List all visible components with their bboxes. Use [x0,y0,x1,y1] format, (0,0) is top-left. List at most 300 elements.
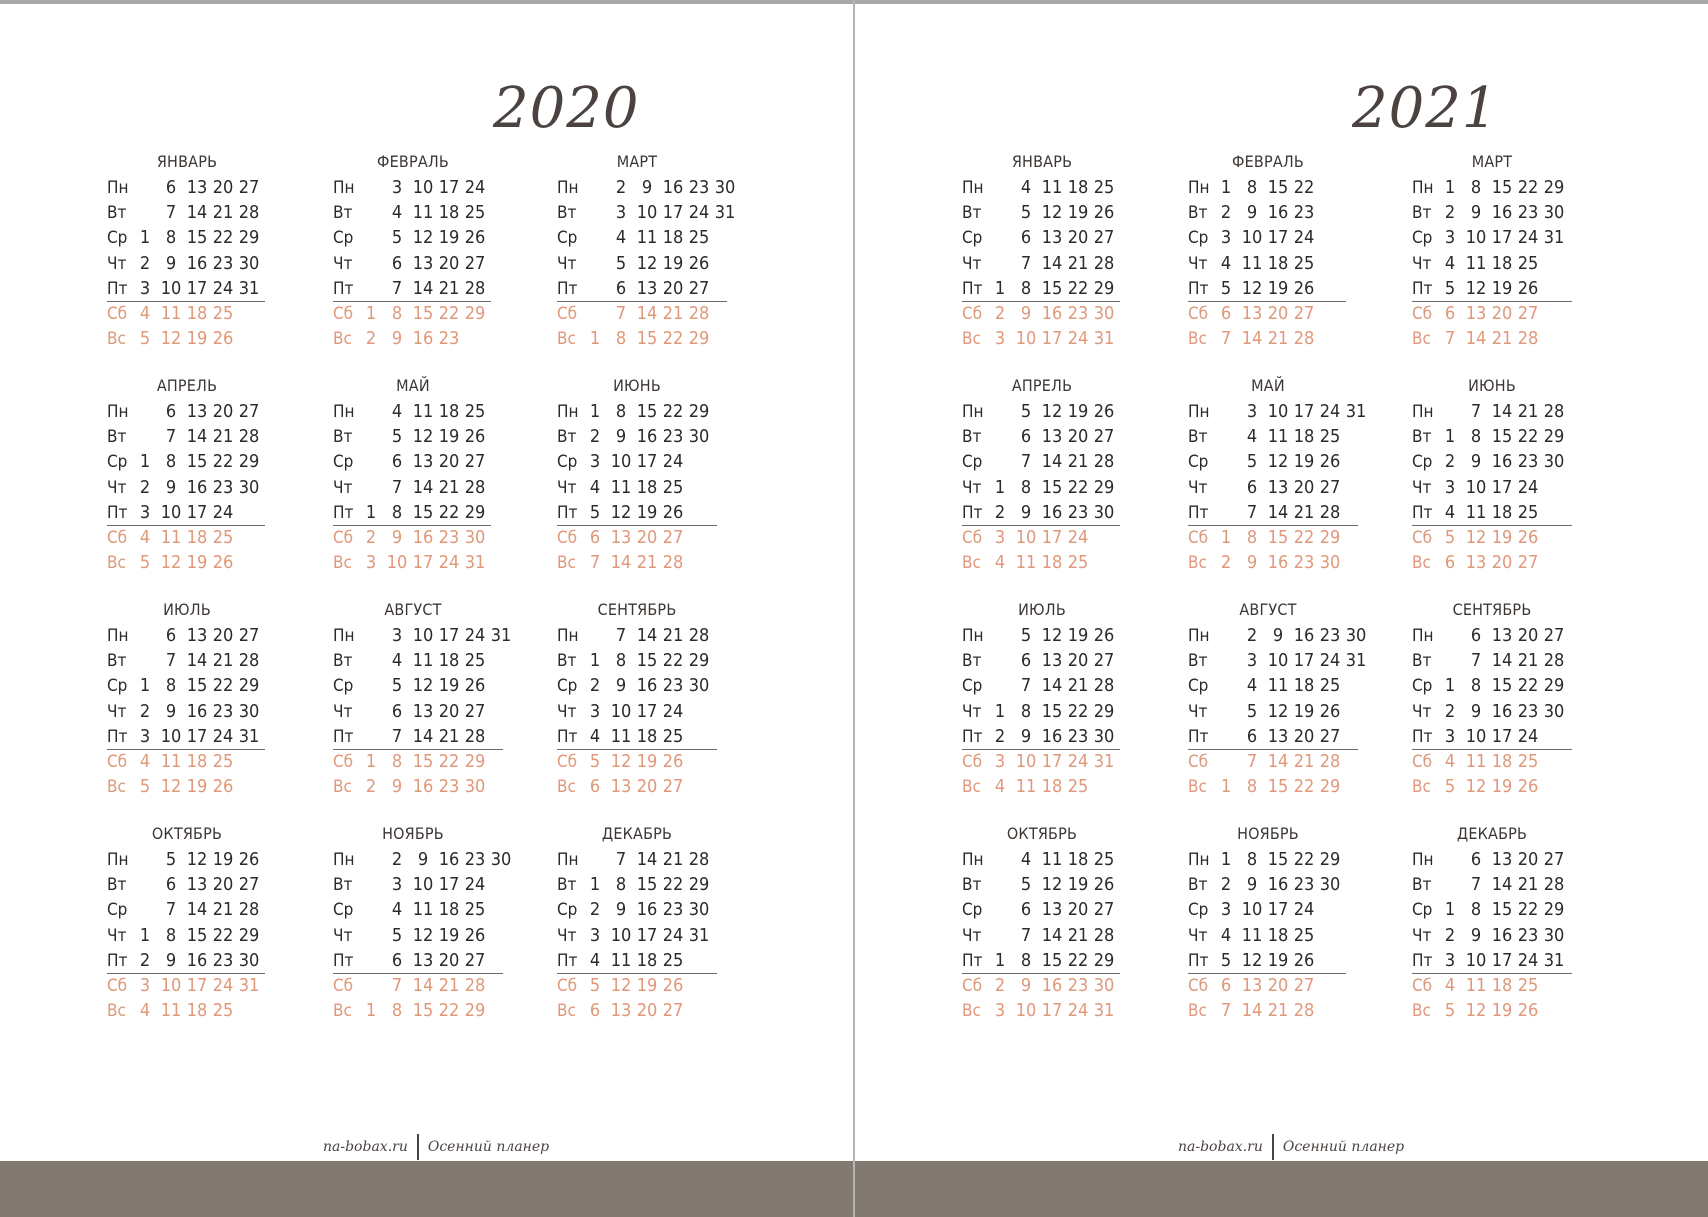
day-cell: 16 [412,776,434,798]
day-cell: 12 [160,776,182,798]
day-cell: 6 [1020,650,1032,672]
day-cell: 22 [662,401,684,422]
day-cell: 31 [1345,650,1367,672]
day-cell: 7 [165,650,177,672]
day-cell: 5 [589,501,601,523]
week-row [1188,301,1378,327]
month-name: ФЕВРАЛЬ [1232,152,1304,171]
day-cell: 30 [1543,202,1565,224]
day-cell: 31 [464,552,486,574]
week-row [107,847,297,873]
weekday-label: Пт [107,950,128,971]
day-cell: 18 [1491,751,1513,772]
week-row [557,923,747,949]
day-cell: 3 [1444,949,1456,971]
day-cell: 14 [1241,1000,1263,1022]
weekday-label: Пт [333,726,354,747]
day-cell: 30 [1093,975,1115,996]
week-row [962,449,1152,475]
day-cell: 23 [1293,202,1315,224]
day-cell: 17 [1041,1000,1063,1022]
day-cell: 14 [412,975,434,996]
day-cell: 22 [212,227,234,249]
day-cell: 23 [1517,451,1539,473]
week-row [1412,648,1602,674]
weekday-label: Сб [333,752,354,772]
day-cell: 31 [1543,949,1565,971]
day-cell: 12 [1267,700,1289,722]
weekday-label: Ср [333,900,354,921]
day-cell: 12 [412,227,434,249]
week-row [333,673,523,699]
day-cell: 25 [212,303,234,324]
day-cell: 10 [1241,227,1263,249]
weekday-label: Чт [333,701,353,722]
weekday-label: Пт [107,278,128,299]
day-cell: 24 [1293,899,1315,921]
week-row [1412,948,1602,974]
day-cell: 6 [589,527,601,548]
weekday-label: Вс [333,553,352,574]
day-cell: 15 [636,401,658,422]
week-row [107,673,297,699]
day-cell: 11 [610,725,632,747]
weekend-separator [333,301,491,302]
day-cell: 10 [1465,949,1487,971]
day-cell: 6 [165,401,177,422]
day-cell: 31 [1345,401,1367,422]
day-cell: 22 [438,751,460,772]
day-cell: 24 [662,924,684,946]
weekday-label: Вт [557,203,577,224]
day-cell: 21 [212,426,234,448]
day-cell: 11 [1465,252,1487,274]
day-cell: 26 [464,924,486,946]
week-row [557,424,747,450]
day-cell: 25 [464,401,486,422]
day-cell: 23 [1293,874,1315,896]
weekend-separator [557,749,717,750]
day-cell: 17 [1041,751,1063,772]
day-cell: 4 [1020,849,1032,870]
day-cell: 22 [1517,899,1539,921]
week-row [1412,500,1602,526]
week-row [1412,724,1602,750]
day-cell: 16 [1267,552,1289,574]
day-cell: 26 [1319,451,1341,473]
day-cell: 10 [160,501,182,523]
day-cell: 28 [238,650,260,672]
day-cell: 9 [615,426,627,448]
day-cell: 28 [688,625,710,646]
day-cell: 2 [391,849,403,870]
week-row [107,749,297,775]
weekday-label: Пт [333,950,354,971]
day-cell: 31 [1543,227,1565,249]
week-row [333,424,523,450]
day-cell: 14 [1267,751,1289,772]
day-cell: 20 [636,776,658,798]
day-cell: 11 [1041,177,1063,198]
week-row [1412,749,1602,775]
day-cell: 13 [610,776,632,798]
weekday-label: Вс [1188,777,1207,798]
day-cell: 20 [1491,552,1513,574]
day-cell: 3 [139,501,151,523]
weekday-label: Чт [107,925,127,946]
weekday-label: Ср [557,900,578,921]
day-cell: 9 [391,328,403,350]
week-row [1412,998,1602,1024]
day-cell: 7 [391,277,403,299]
day-cell: 19 [636,751,658,772]
week-row [1188,276,1378,302]
day-cell: 8 [1470,675,1482,697]
day-cell: 21 [212,650,234,672]
day-cell: 9 [1246,874,1258,896]
weekday-label: Чт [333,253,353,274]
day-cell: 15 [412,501,434,523]
day-cell: 13 [1267,476,1289,498]
day-cell: 14 [186,202,208,224]
day-cell: 3 [994,527,1006,548]
day-cell: 9 [1470,924,1482,946]
day-cell: 3 [994,1000,1006,1022]
weekday-label: Пн [107,626,129,646]
day-cell: 17 [438,177,460,198]
week-row [962,973,1152,999]
day-cell: 4 [589,476,601,498]
day-cell: 5 [1444,527,1456,548]
day-cell: 11 [610,949,632,971]
week-row [1412,897,1602,923]
day-cell: 16 [1041,975,1063,996]
day-cell: 10 [1465,227,1487,249]
week-row [1188,525,1378,551]
week-row [333,225,523,251]
day-cell: 21 [1517,874,1539,896]
weekday-label: Вт [333,427,353,448]
day-cell: 17 [636,700,658,722]
weekday-label: Пт [1188,726,1209,747]
day-cell: 24 [662,451,684,473]
day-cell: 2 [365,776,377,798]
day-cell: 30 [688,899,710,921]
day-cell: 25 [1517,252,1539,274]
week-row [107,973,297,999]
day-cell: 19 [438,227,460,249]
weekday-label: Вс [962,777,981,798]
weekday-label: Вт [1412,203,1432,224]
day-cell: 12 [412,675,434,697]
day-cell: 2 [1246,625,1258,646]
day-cell: 21 [1491,328,1513,350]
day-cell: 20 [636,527,658,548]
weekday-label: Вт [107,651,127,672]
day-cell: 20 [1067,227,1089,249]
week-row [1412,774,1602,800]
day-cell: 24 [212,277,234,299]
week-row [557,225,747,251]
day-cell: 18 [1267,252,1289,274]
day-cell: 4 [139,303,151,324]
day-cell: 19 [186,776,208,798]
day-cell: 14 [1491,650,1513,672]
day-cell: 26 [464,426,486,448]
weekday-label: Вс [1188,1001,1207,1022]
weekday-label: Чт [1188,477,1208,498]
weekday-label: Чт [557,925,577,946]
weekday-label: Вт [1188,651,1208,672]
day-cell: 2 [1220,552,1232,574]
day-cell: 20 [1517,849,1539,870]
day-cell: 21 [438,476,460,498]
day-cell: 28 [238,899,260,921]
day-cell: 7 [1470,650,1482,672]
weekday-label: Вс [1188,329,1207,350]
day-cell: 3 [589,924,601,946]
day-cell: 26 [212,552,234,574]
day-cell: 3 [1444,725,1456,747]
day-cell: 17 [636,451,658,473]
weekday-label: Сб [1188,528,1209,548]
day-cell: 14 [1491,874,1513,896]
day-cell: 18 [1067,849,1089,870]
week-row [333,973,523,999]
day-cell: 8 [391,751,403,772]
month-name: АПРЕЛЬ [156,376,218,395]
day-cell: 28 [662,552,684,574]
day-cell: 26 [464,227,486,249]
day-cell: 26 [662,975,684,996]
day-cell: 20 [212,625,234,646]
day-cell: 4 [589,725,601,747]
weekday-label: Пн [1188,178,1210,198]
day-cell: 22 [1517,426,1539,448]
day-cell: 11 [412,202,434,224]
day-cell: 8 [165,451,177,473]
day-cell: 21 [212,899,234,921]
day-cell: 26 [212,328,234,350]
day-cell: 30 [1093,501,1115,523]
day-cell: 25 [1517,975,1539,996]
day-cell: 10 [1015,328,1037,350]
week-row [962,749,1152,775]
weekday-label: Пн [557,178,579,198]
week-row [1188,724,1378,750]
day-cell: 30 [1093,725,1115,747]
year-title: 2020 [493,76,640,141]
week-row [333,301,523,327]
day-cell: 27 [238,625,260,646]
day-cell: 12 [160,328,182,350]
day-cell: 15 [1491,177,1513,198]
weekday-label: Сб [557,976,578,996]
day-cell: 6 [391,252,403,274]
day-cell: 19 [1293,700,1315,722]
day-cell: 23 [1517,700,1539,722]
day-cell: 8 [1470,899,1482,921]
day-cell: 3 [615,202,627,224]
weekday-label: Вт [333,203,353,224]
day-cell: 26 [1093,401,1115,422]
day-cell: 19 [1491,1000,1513,1022]
day-cell: 7 [1020,252,1032,274]
day-cell: 27 [464,252,486,274]
day-cell: 25 [1067,776,1089,798]
day-cell: 3 [1246,401,1258,422]
weekend-separator [1188,973,1346,974]
day-cell: 3 [1246,650,1258,672]
day-cell: 10 [636,202,658,224]
day-cell: 23 [1517,924,1539,946]
week-row [1412,923,1602,949]
day-cell: 9 [1470,451,1482,473]
day-cell: 7 [165,426,177,448]
day-cell: 24 [1067,751,1089,772]
week-row [557,475,747,501]
footer [1178,1134,1404,1160]
day-cell: 16 [636,426,658,448]
day-cell: 29 [1319,527,1341,548]
weekday-label: Вс [1412,329,1431,350]
month-name: ОКТЯБРЬ [1006,824,1078,843]
day-cell: 23 [464,849,486,870]
week-row [962,948,1152,974]
day-cell: 8 [1020,949,1032,971]
weekday-label: Ср [1412,228,1433,249]
day-cell: 8 [1470,426,1482,448]
day-cell: 30 [1543,924,1565,946]
day-cell: 1 [365,751,377,772]
week-row [333,699,523,725]
day-cell: 1 [1444,675,1456,697]
footer-site: na-bobax.ru [1178,1139,1263,1155]
day-cell: 2 [615,177,627,198]
day-cell: 26 [662,501,684,523]
week-row [1188,998,1378,1024]
day-cell: 25 [212,527,234,548]
day-cell: 16 [412,328,434,350]
weekday-label: Чт [962,925,982,946]
day-cell: 29 [688,650,710,672]
day-cell: 27 [1093,227,1115,249]
week-row [107,525,297,551]
day-cell: 13 [1491,625,1513,646]
day-cell: 2 [589,899,601,921]
day-cell: 28 [238,202,260,224]
weekday-label: Ср [1188,228,1209,249]
day-cell: 10 [1015,751,1037,772]
day-cell: 11 [1241,252,1263,274]
day-cell: 20 [212,401,234,422]
day-cell: 13 [186,874,208,896]
day-cell: 5 [165,849,177,870]
week-row [1412,872,1602,898]
weekday-label: Вт [1412,651,1432,672]
week-row [557,550,747,576]
weekday-label: Пн [107,402,129,422]
day-cell: 24 [212,725,234,747]
day-cell: 20 [662,277,684,299]
weekday-label: Вс [1188,553,1207,574]
week-row [107,699,297,725]
day-cell: 11 [1041,849,1063,870]
day-cell: 10 [412,874,434,896]
day-cell: 2 [994,725,1006,747]
day-cell: 9 [1020,501,1032,523]
month-name: ДЕКАБРЬ [1456,824,1528,843]
day-cell: 23 [1067,303,1089,324]
day-cell: 24 [1319,650,1341,672]
day-cell: 20 [212,874,234,896]
day-cell: 25 [212,1000,234,1022]
weekday-label: Пт [557,726,578,747]
day-cell: 5 [391,924,403,946]
day-cell: 24 [1067,1000,1089,1022]
day-cell: 18 [636,725,658,747]
day-cell: 10 [1465,476,1487,498]
day-cell: 15 [1041,277,1063,299]
weekday-label: Сб [557,752,578,772]
week-row [333,175,523,201]
month-name: ИЮЛЬ [163,600,211,619]
day-cell: 2 [589,426,601,448]
week-row [107,923,297,949]
day-cell: 13 [1041,650,1063,672]
day-cell: 20 [438,451,460,473]
day-cell: 25 [1319,426,1341,448]
day-cell: 11 [412,401,434,422]
day-cell: 28 [464,975,486,996]
day-cell: 16 [186,252,208,274]
day-cell: 12 [412,426,434,448]
day-cell: 17 [1267,227,1289,249]
week-row [962,673,1152,699]
day-cell: 11 [160,527,182,548]
day-cell: 3 [139,277,151,299]
day-cell: 23 [438,527,460,548]
day-cell: 29 [1543,177,1565,198]
day-cell: 9 [1246,552,1258,574]
weekday-label: Пн [107,178,129,198]
week-row [962,774,1152,800]
week-row [107,500,297,526]
weekday-label: Вт [962,875,982,896]
day-cell: 14 [1267,501,1289,523]
day-cell: 13 [186,177,208,198]
weekday-label: Ср [1188,452,1209,473]
weekday-label: Пн [1188,850,1210,870]
week-row [1188,200,1378,226]
week-row [962,525,1152,551]
day-cell: 31 [1093,328,1115,350]
week-row [1188,897,1378,923]
day-cell: 13 [610,1000,632,1022]
day-cell: 19 [438,675,460,697]
day-cell: 17 [1041,527,1063,548]
month-name: ФЕВРАЛЬ [377,152,449,171]
week-row [1412,251,1602,277]
weekday-label: Вт [1412,427,1432,448]
day-cell: 29 [1093,700,1115,722]
day-cell: 6 [165,625,177,646]
day-cell: 9 [391,527,403,548]
day-cell: 23 [438,328,460,350]
day-cell: 27 [464,700,486,722]
day-cell: 16 [1491,700,1513,722]
weekday-label: Ср [962,452,983,473]
